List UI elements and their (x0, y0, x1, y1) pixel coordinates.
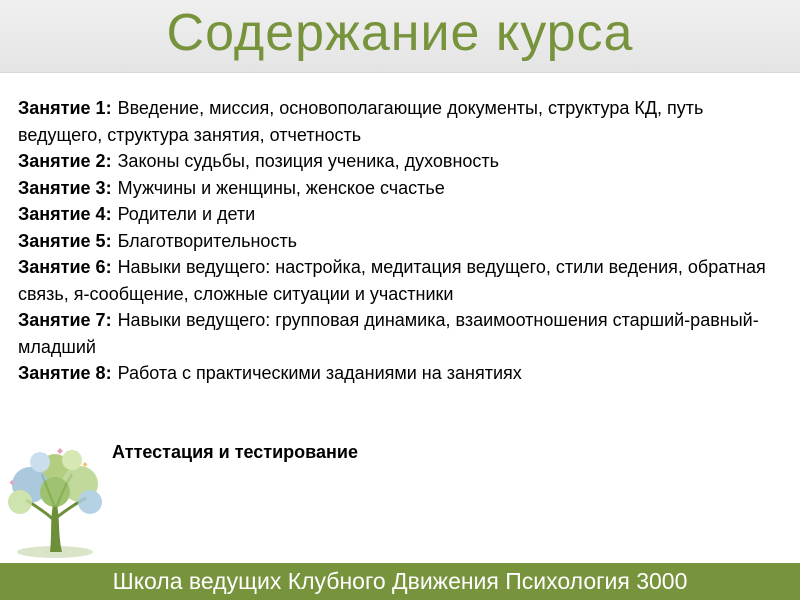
lesson-text: Благотворительность (117, 230, 298, 251)
lesson-text: Родители и дети (117, 204, 256, 224)
footer-text: Школа ведущих Клубного Движения Психология 3000 (112, 568, 688, 594)
lesson-text: Работа с практическими заданиями на занятиях (117, 363, 522, 383)
lesson-label: Занятие 6: (18, 257, 112, 277)
lesson-text: Введение, миссия, основополагающие документы, структура КД, путь ведущего, структура занятия, отчетность (18, 98, 704, 145)
lesson-text: Навыки ведущего: групповая динамика, взаимоотношения старший-равный-младший (18, 310, 759, 357)
lesson-5 (18, 228, 788, 255)
lesson-label: Занятие 2: (18, 151, 112, 171)
title-band (0, 0, 800, 73)
lesson-list (18, 95, 788, 387)
lesson-8 (18, 360, 788, 387)
lesson-label: Занятие 4: (18, 204, 112, 224)
lesson-1 (18, 95, 788, 148)
footer-bar (0, 563, 800, 600)
attestation-text: Аттестация и тестирование (112, 442, 358, 462)
tree-illustration-icon (0, 440, 110, 565)
lesson-label: Занятие 1: (18, 98, 112, 118)
lesson-2 (18, 148, 788, 175)
lesson-6 (18, 254, 788, 307)
lesson-3 (18, 175, 788, 202)
page-title: Содержание курса (166, 4, 634, 62)
lesson-4 (18, 201, 788, 228)
lesson-label: Занятие 3: (18, 177, 112, 198)
lesson-label: Занятие 7: (18, 310, 112, 330)
lesson-label: Занятие 5: (18, 230, 112, 251)
lesson-text: Мужчины и женщины, женское счастье (117, 177, 445, 198)
lesson-text: Законы судьбы, позиция ученика, духовность (117, 151, 500, 171)
lesson-7 (18, 307, 788, 360)
lesson-text: Навыки ведущего: настройка, медитация ведущего, стили ведения, обратная связь, я-сообщение, сложные ситуации и участники (18, 257, 766, 304)
lesson-label: Занятие 8: (18, 363, 112, 383)
